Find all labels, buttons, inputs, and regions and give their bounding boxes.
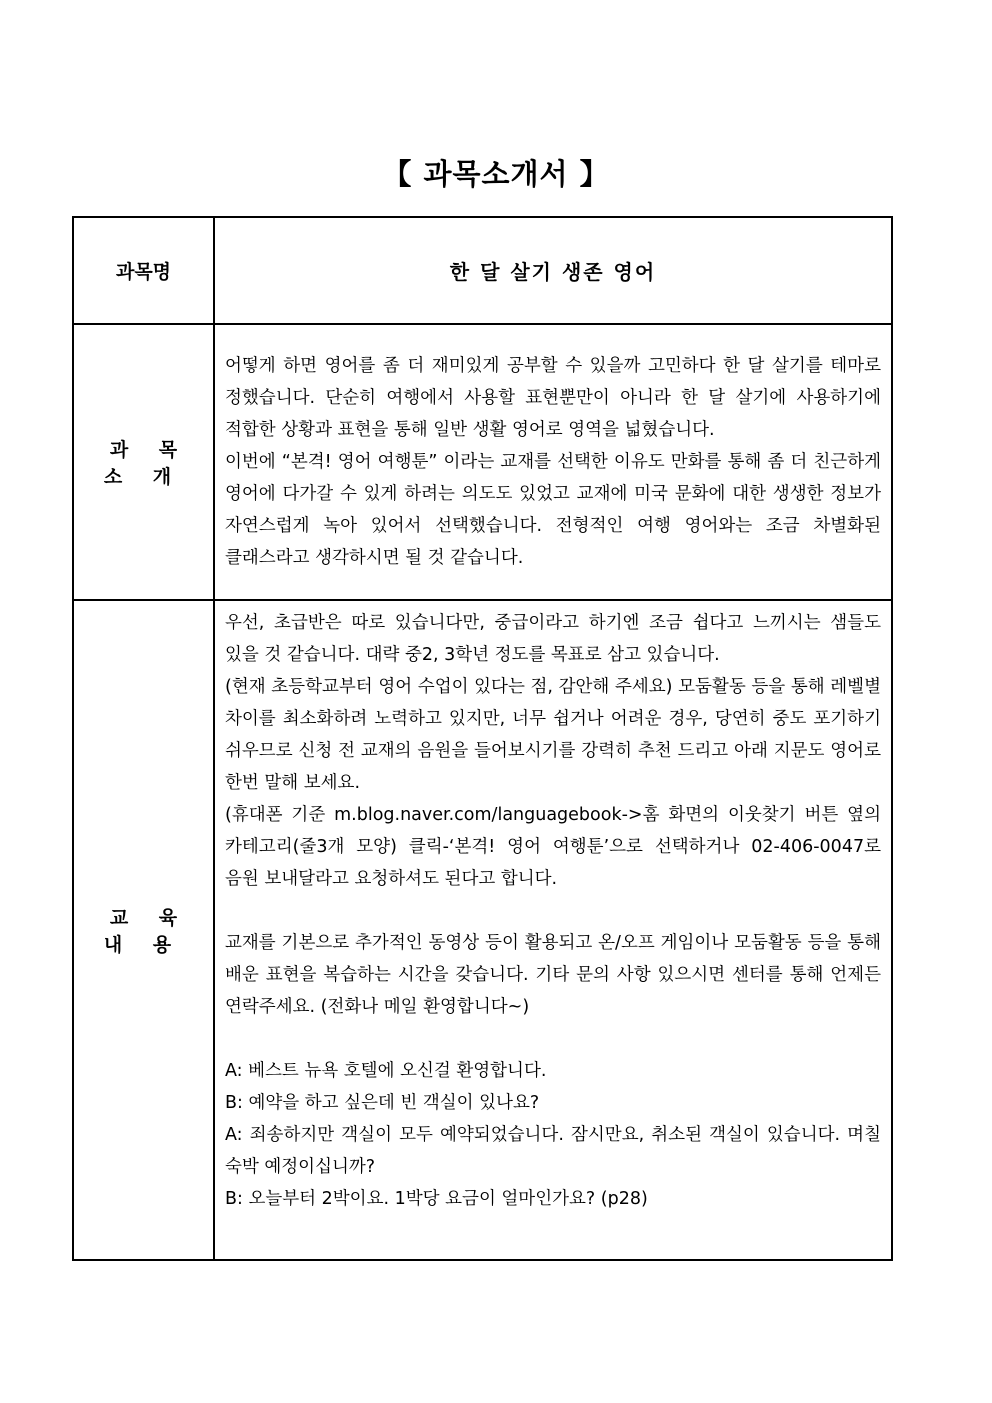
- document-title: 【 과목소개서 】: [382, 157, 610, 191]
- content-paragraph: 교재를 기본으로 추가적인 동영상 등이 활용되고 온/오프 게임이나 모둠활동 등을 통해 배운 표현을 복습하는 시간을 갖습니다. 기타 문의 사항 있으시면 센터를 통해 언제든 연락주세요. (전화나 메일 환영합니다~): [225, 933, 881, 1017]
- course-name-row: [73, 217, 892, 324]
- intro-paragraph: 이번에 “본격! 영어 여행툰” 이라는 교재를 선택한 이유도 만화를 통해 좀 더 친근하게 영어에 다가갈 수 있게 하려는 의도도 있었고 교재에 미국 문화에 대한 생생한 정보가 자연스럽게 녹아 있어서 선택했습니다. 전형적인 여행 영어와는 조금 차별화된 클래스라고 생각하시면 될 것 같습니다.: [225, 452, 881, 568]
- dialogue-line: B: 예약을 하고 싶은데 빈 객실이 있나요?: [225, 1093, 540, 1113]
- course-info-table: [72, 216, 893, 1261]
- course-name-label: 과목명: [73, 217, 214, 324]
- course-intro-row: [73, 324, 892, 600]
- content-paragraph: (휴대폰 기준 m.blog.naver.com/languagebook->홈 화면의 이웃찾기 버튼 옆의 카테고리(줄3개 모양) 클릭-‘본격! 영어 여행툰’으로 선택하거나 02-406-0047로 음원 보내달라고 요청하셔도 된다고 합니다.: [225, 805, 881, 889]
- education-content-text: [214, 600, 892, 1260]
- dialogue-line: A: 베스트 뉴욕 호텔에 오신걸 환영합니다.: [225, 1061, 547, 1081]
- content-paragraph: (현재 초등학교부터 영어 수업이 있다는 점, 감안해 주세요) 모둠활동 등을 통해 레벨별 차이를 최소화하려 노력하고 있지만, 너무 쉽거나 어려운 경우, 당연히 중도 포기하기 쉬우므로 신청 전 교재의 음원을 들어보시기를 강력히 추천 드리고 아래 지문도 영어로 한번 말해 보세요.: [225, 677, 881, 793]
- paragraph-spacer: [225, 895, 881, 927]
- content-paragraph: 우선, 초급반은 따로 있습니다만, 중급이라고 하기엔 조금 쉽다고 느끼시는 샘들도 있을 것 같습니다. 대략 중2, 3학년 정도를 목표로 삼고 있습니다.: [225, 613, 881, 665]
- dialogue-line: A: 죄송하지만 객실이 모두 예약되었습니다. 잠시만요, 취소된 객실이 있습니다. 며칠 숙박 예정이십니까?: [225, 1125, 881, 1177]
- education-content-row: [73, 600, 892, 1260]
- course-intro-label: 과 목 소 개: [103, 439, 190, 488]
- course-intro-text: [214, 324, 892, 600]
- intro-paragraph: 어떻게 하면 영어를 좀 더 재미있게 공부할 수 있을까 고민하다 한 달 살기를 테마로 정했습니다. 단순히 여행에서 사용할 표현뿐만이 아니라 한 달 살기에 사용하기에 적합한 상황과 표현을 통해 일반 생활 영어로 영역을 넓혔습니다.: [225, 356, 881, 440]
- paragraph-spacer: [225, 1023, 881, 1055]
- course-name-value: 한 달 살기 생존 영어: [214, 217, 892, 324]
- dialogue-line: B: 오늘부터 2박이요. 1박당 요금이 얼마인가요? (p28): [225, 1189, 648, 1209]
- education-content-label: 교 육 내 용: [103, 907, 190, 956]
